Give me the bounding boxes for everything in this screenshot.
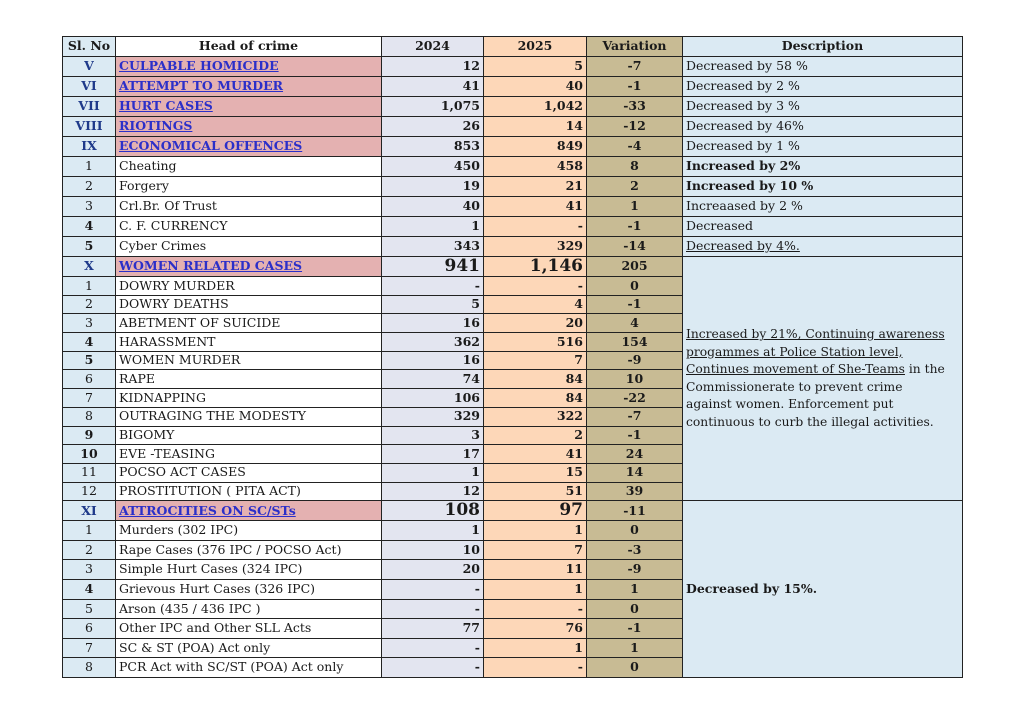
crime-comparison-table [62, 36, 963, 678]
description: Decreased by 46% [683, 117, 963, 137]
value-2024: 17 [382, 445, 484, 464]
value-2025: 458 [484, 157, 587, 177]
description: Increased by 2% [683, 157, 963, 177]
variation: 154 [587, 333, 683, 352]
sl-no: 2 [63, 177, 116, 197]
value-2024: 1 [382, 521, 484, 541]
crime-head: ABETMENT OF SUICIDE [116, 314, 382, 333]
sl-no: 5 [63, 237, 116, 257]
variation: 0 [587, 521, 683, 541]
variation: 0 [587, 658, 683, 678]
value-2024: 1,075 [382, 97, 484, 117]
crime-head-link[interactable]: WOMEN RELATED CASES [119, 258, 303, 274]
variation: -1 [587, 426, 683, 445]
variation: 8 [587, 157, 683, 177]
sl-no: 8 [63, 658, 116, 678]
table-row-forgery [63, 177, 963, 197]
crime-head: HARASSMENT [116, 333, 382, 352]
value-2025: 51 [484, 482, 587, 501]
sl-no: 7 [63, 389, 116, 408]
variation: 205 [587, 257, 683, 277]
crime-head: Murders (302 IPC) [116, 521, 382, 541]
crime-head-link[interactable]: CULPABLE HOMICIDE [119, 58, 279, 74]
table-row-riotings [63, 117, 963, 137]
variation: 1 [587, 197, 683, 217]
sl-no: 9 [63, 426, 116, 445]
header-variation: Variation [587, 37, 683, 57]
value-2025: 20 [484, 314, 587, 333]
value-2024: - [382, 277, 484, 296]
crime-head-cell [116, 77, 382, 97]
crime-head-cell [116, 97, 382, 117]
value-2024: 26 [382, 117, 484, 137]
value-2024: 1 [382, 463, 484, 482]
crime-head: Rape Cases (376 IPC / POCSO Act) [116, 540, 382, 560]
sl-no: 3 [63, 560, 116, 580]
variation: -1 [587, 619, 683, 639]
sl-no: 10 [63, 445, 116, 464]
sl-no: 4 [63, 580, 116, 600]
description: Decreased by 58 % [683, 57, 963, 77]
table-row-economical-offences [63, 137, 963, 157]
variation: 24 [587, 445, 683, 464]
description: Decreased by 1 % [683, 137, 963, 157]
value-2025: 2 [484, 426, 587, 445]
value-2025: 14 [484, 117, 587, 137]
value-2024: - [382, 580, 484, 600]
description: Decreased by 4%. [683, 237, 963, 257]
value-2025: 322 [484, 407, 587, 426]
variation: 39 [587, 482, 683, 501]
sl-no: 6 [63, 370, 116, 389]
value-2025: 40 [484, 77, 587, 97]
crime-head: DOWRY DEATHS [116, 295, 382, 314]
value-2025: 516 [484, 333, 587, 352]
value-2024: 106 [382, 389, 484, 408]
desc-line: Commissionerate to prevent crime [686, 379, 903, 394]
value-2024: 343 [382, 237, 484, 257]
value-2024: - [382, 658, 484, 678]
value-2025: 84 [484, 389, 587, 408]
header-description: Description [683, 37, 963, 57]
value-2025: 1 [484, 521, 587, 541]
table-row-crl-br-of-trust [63, 197, 963, 217]
value-2025: 1,042 [484, 97, 587, 117]
sl-no: VI [63, 77, 116, 97]
crime-head: Crl.Br. Of Trust [116, 197, 382, 217]
crime-head: BIGOMY [116, 426, 382, 445]
variation: 0 [587, 277, 683, 296]
value-2024: 19 [382, 177, 484, 197]
value-2025: 1,146 [484, 257, 587, 277]
crime-head: SC & ST (POA) Act only [116, 638, 382, 658]
crime-head: Cheating [116, 157, 382, 177]
value-2024: 12 [382, 57, 484, 77]
table-row-cf-currency [63, 217, 963, 237]
value-2024: 40 [382, 197, 484, 217]
variation: -11 [587, 501, 683, 521]
value-2024: 3 [382, 426, 484, 445]
value-2025: 1 [484, 580, 587, 600]
sl-no: VIII [63, 117, 116, 137]
value-2024: 108 [382, 501, 484, 521]
value-2024: 16 [382, 314, 484, 333]
value-2025: 97 [484, 501, 587, 521]
value-2024: 5 [382, 295, 484, 314]
sl-no: XI [63, 501, 116, 521]
value-2024: 74 [382, 370, 484, 389]
value-2025: - [484, 599, 587, 619]
table-row-cheating [63, 157, 963, 177]
description: Increaased by 2 % [683, 197, 963, 217]
crime-head-cell [116, 257, 382, 277]
crime-head: PROSTITUTION ( PITA ACT) [116, 482, 382, 501]
crime-head: DOWRY MURDER [116, 277, 382, 296]
crime-head-link[interactable]: ATTEMPT TO MURDER [119, 78, 284, 94]
crime-head-cell [116, 57, 382, 77]
value-2025: 41 [484, 445, 587, 464]
variation: 14 [587, 463, 683, 482]
crime-head: WOMEN MURDER [116, 351, 382, 370]
value-2024: 1 [382, 217, 484, 237]
sl-no: 1 [63, 277, 116, 296]
crime-head: RAPE [116, 370, 382, 389]
crime-head: Other IPC and Other SLL Acts [116, 619, 382, 639]
sl-no: 5 [63, 351, 116, 370]
crime-head: Grievous Hurt Cases (326 IPC) [116, 580, 382, 600]
value-2025: 15 [484, 463, 587, 482]
variation: 1 [587, 580, 683, 600]
sl-no: 11 [63, 463, 116, 482]
sl-no: IX [63, 137, 116, 157]
value-2025: - [484, 277, 587, 296]
variation: -9 [587, 351, 683, 370]
crime-head: Arson (435 / 436 IPC ) [116, 599, 382, 619]
description: Decreased by 2 % [683, 77, 963, 97]
value-2025: 41 [484, 197, 587, 217]
variation: -14 [587, 237, 683, 257]
variation: -22 [587, 389, 683, 408]
table-row-women-related-cases [63, 257, 963, 277]
sl-no: VII [63, 97, 116, 117]
crime-head-link[interactable]: HURT CASES [119, 98, 213, 114]
sl-no: 2 [63, 295, 116, 314]
variation: -33 [587, 97, 683, 117]
sl-no: 2 [63, 540, 116, 560]
variation: 0 [587, 599, 683, 619]
variation: -3 [587, 540, 683, 560]
variation: -1 [587, 295, 683, 314]
variation: -1 [587, 217, 683, 237]
value-2024: - [382, 599, 484, 619]
value-2024: 853 [382, 137, 484, 157]
value-2025: 11 [484, 560, 587, 580]
crime-head-link[interactable]: ECONOMICAL OFFENCES [119, 138, 303, 154]
value-2024: 329 [382, 407, 484, 426]
crime-head-cell [116, 137, 382, 157]
sl-no: 8 [63, 407, 116, 426]
value-2024: 362 [382, 333, 484, 352]
crime-head: EVE -TEASING [116, 445, 382, 464]
crime-head-cell [116, 117, 382, 137]
value-2025: 7 [484, 351, 587, 370]
desc-line: Increased by 21%, Continuing awareness [686, 327, 945, 342]
crime-head: POCSO ACT CASES [116, 463, 382, 482]
sl-no: 5 [63, 599, 116, 619]
crime-head-cell [116, 501, 382, 521]
value-2025: 76 [484, 619, 587, 639]
table-row-cyber-crimes [63, 237, 963, 257]
value-2025: 5 [484, 57, 587, 77]
crime-head: Cyber Crimes [116, 237, 382, 257]
desc-line: progammes at Police Station level, [686, 344, 903, 359]
variation: -9 [587, 560, 683, 580]
crime-head: Forgery [116, 177, 382, 197]
description: Increased by 10 % [683, 177, 963, 197]
crime-head-link[interactable]: ATTROCITIES ON SC/STs [119, 502, 296, 518]
value-2024: 10 [382, 540, 484, 560]
header-year-2024: 2024 [382, 37, 484, 57]
header-row [63, 37, 963, 57]
value-2024: 16 [382, 351, 484, 370]
variation: -7 [587, 57, 683, 77]
sl-no: 3 [63, 314, 116, 333]
header-year-2025: 2025 [484, 37, 587, 57]
scst-description: Decreased by 15%. [683, 501, 963, 678]
sl-no: 7 [63, 638, 116, 658]
sl-no: 4 [63, 217, 116, 237]
sl-no: 1 [63, 521, 116, 541]
crime-head: Simple Hurt Cases (324 IPC) [116, 560, 382, 580]
table-row-attempt-to-murder [63, 77, 963, 97]
value-2025: 849 [484, 137, 587, 157]
value-2024: - [382, 638, 484, 658]
sl-no: 1 [63, 157, 116, 177]
header-head-of-crime: Head of crime [116, 37, 382, 57]
table-row-atrocities-on-sc-sts [63, 501, 963, 521]
variation: 4 [587, 314, 683, 333]
value-2025: 1 [484, 638, 587, 658]
desc-line: against women. Enforcement put [686, 397, 894, 412]
value-2024: 12 [382, 482, 484, 501]
variation: 1 [587, 638, 683, 658]
value-2024: 450 [382, 157, 484, 177]
desc-line: in the [904, 362, 945, 377]
value-2025: 4 [484, 295, 587, 314]
sl-no: X [63, 257, 116, 277]
sl-no: 12 [63, 482, 116, 501]
value-2025: 329 [484, 237, 587, 257]
variation: -7 [587, 407, 683, 426]
crime-head: C. F. CURRENCY [116, 217, 382, 237]
crime-head: PCR Act with SC/ST (POA) Act only [116, 658, 382, 678]
crime-head: OUTRAGING THE MODESTY [116, 407, 382, 426]
crime-head: KIDNAPPING [116, 389, 382, 408]
sl-no: 3 [63, 197, 116, 217]
women-description [683, 257, 963, 501]
value-2025: 7 [484, 540, 587, 560]
value-2025: 84 [484, 370, 587, 389]
value-2025: - [484, 658, 587, 678]
table-row-culpable-homicide [63, 57, 963, 77]
value-2024: 941 [382, 257, 484, 277]
sl-no: 4 [63, 333, 116, 352]
desc-line: Continues movement of She-Teams [686, 362, 905, 377]
value-2024: 41 [382, 77, 484, 97]
variation: 2 [587, 177, 683, 197]
variation: 10 [587, 370, 683, 389]
value-2025: 21 [484, 177, 587, 197]
variation: -1 [587, 77, 683, 97]
description: Decreased by 3 % [683, 97, 963, 117]
value-2024: 77 [382, 619, 484, 639]
variation: -4 [587, 137, 683, 157]
variation: -12 [587, 117, 683, 137]
value-2025: - [484, 217, 587, 237]
table-row-hurt-cases [63, 97, 963, 117]
value-2024: 20 [382, 560, 484, 580]
description: Decreased [683, 217, 963, 237]
sl-no: 6 [63, 619, 116, 639]
desc-line: continuous to curb the illegal activities. [686, 414, 934, 429]
crime-head-link[interactable]: RIOTINGS [119, 118, 193, 134]
header-sl-no: Sl. No [63, 37, 116, 57]
sl-no: V [63, 57, 116, 77]
